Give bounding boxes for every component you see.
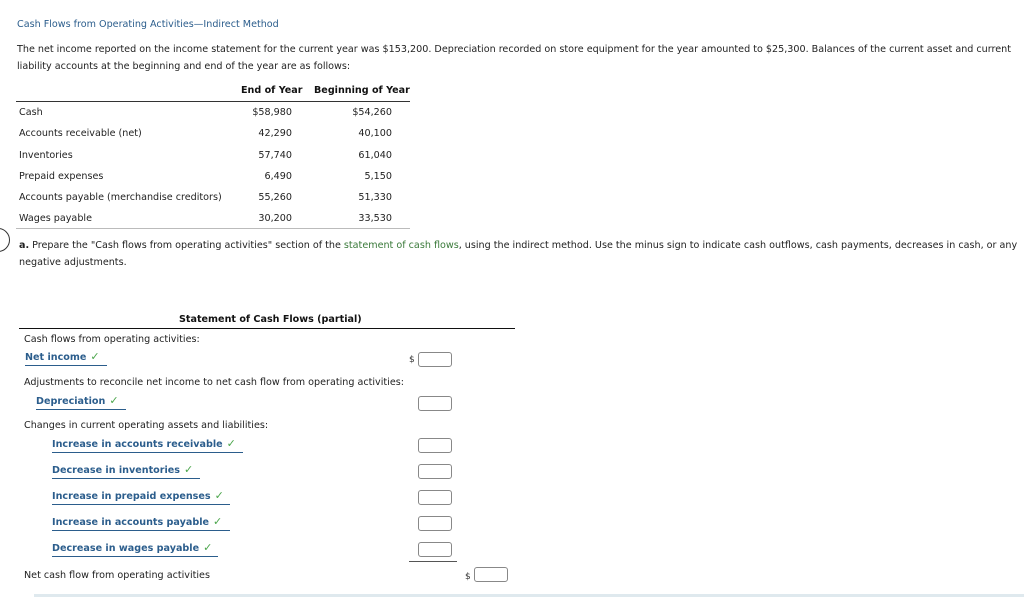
table-row-label: Accounts receivable (net) [19,128,142,139]
col-header-beginning-of-year: Beginning of Year [314,85,410,96]
change-label: Decrease in wages payable [52,543,200,554]
dollar-sign: $ [409,355,415,365]
table-cell-begin: 51,330 [358,192,392,203]
table-cell-end: 6,490 [264,171,292,182]
change-select-1[interactable] [52,437,243,453]
change-label: Increase in prepaid expenses [52,491,211,502]
table-cell-end: 30,200 [258,213,292,224]
table-cell-begin: 33,530 [358,213,392,224]
check-icon: ✓ [203,541,213,554]
table-cell-end: $58,980 [252,107,292,118]
subtotal-rule [409,561,457,562]
check-icon: ✓ [109,394,119,407]
net-cash-flow-label: Net cash flow from operating activities [24,570,210,581]
check-icon: ✓ [214,489,224,502]
table-row-label: Inventories [19,150,73,161]
change-label: Decrease in inventories [52,465,181,476]
depreciation-select[interactable] [36,394,126,410]
adjustments-heading: Adjustments to reconcile net income to net cash flow from operating activities: [24,377,404,388]
table-row-label: Prepaid expenses [19,171,104,182]
table-cell-begin: 61,040 [358,150,392,161]
statement-of-cash-flows-link[interactable]: statement of cash flows [343,240,459,251]
change-input-2[interactable] [418,464,452,479]
net-cash-flow-input[interactable] [474,567,508,582]
depreciation-label: Depreciation [36,396,106,407]
change-label: Increase in accounts receivable [52,439,223,450]
bottom-divider [34,594,1024,597]
question-text-line2: negative adjustments. [19,257,127,268]
question-text-part1: Prepare the "Cash flows from operating activities" section of the [29,240,344,251]
change-input-1[interactable] [418,438,452,453]
check-icon: ✓ [90,350,100,363]
change-input-4[interactable] [418,516,452,531]
table-cell-begin: 5,150 [364,171,392,182]
change-input-3[interactable] [418,490,452,505]
change-select-3[interactable] [52,489,230,505]
table-cell-end: 57,740 [258,150,292,161]
question-text [19,240,1017,251]
table-row-label: Wages payable [19,213,92,224]
net-income-label: Net income [25,352,87,363]
table-cell-begin: 40,100 [358,128,392,139]
table-row-label: Accounts payable (merchandise creditors) [19,192,222,203]
table-cell-end: 42,290 [258,128,292,139]
question-marker [0,228,10,252]
net-income-select[interactable] [25,350,107,366]
table-header-rule [16,101,410,102]
check-icon: ✓ [226,437,236,450]
statement-title-rule [19,328,515,329]
dollar-sign: $ [465,572,471,582]
question-text-part2: , using the indirect method. Use the minus sign to indicate cash outflows, cash payments, decreases in cash, or any [458,240,1018,251]
change-input-5[interactable] [418,542,452,557]
change-select-5[interactable] [52,541,218,557]
net-income-input[interactable] [418,352,452,367]
problem-text-line2: liability accounts at the beginning and end of the year are as follows: [17,61,351,72]
section-label: Cash flows from operating activities: [24,334,200,345]
problem-text-line1: The net income reported on the income statement for the current year was $153,200. Depreciation recorded on store equipment for the year amounted to $25,300. Balances of the current asset and current [17,44,1012,55]
table-bottom-rule [16,228,410,229]
table-row-label: Cash [19,107,43,118]
change-select-2[interactable] [52,463,200,479]
statement-title: Statement of Cash Flows (partial) [179,314,362,325]
table-cell-end: 55,260 [258,192,292,203]
page-title: Cash Flows from Operating Activities—Indirect Method [17,19,279,30]
table-cell-begin: $54,260 [352,107,392,118]
change-select-4[interactable] [52,515,230,531]
check-icon: ✓ [213,515,223,528]
question-letter: a. [19,240,30,251]
check-icon: ✓ [184,463,194,476]
change-label: Increase in accounts payable [52,517,209,528]
depreciation-input[interactable] [418,396,452,411]
col-header-end-of-year: End of Year [241,85,303,96]
changes-heading: Changes in current operating assets and liabilities: [24,420,269,431]
